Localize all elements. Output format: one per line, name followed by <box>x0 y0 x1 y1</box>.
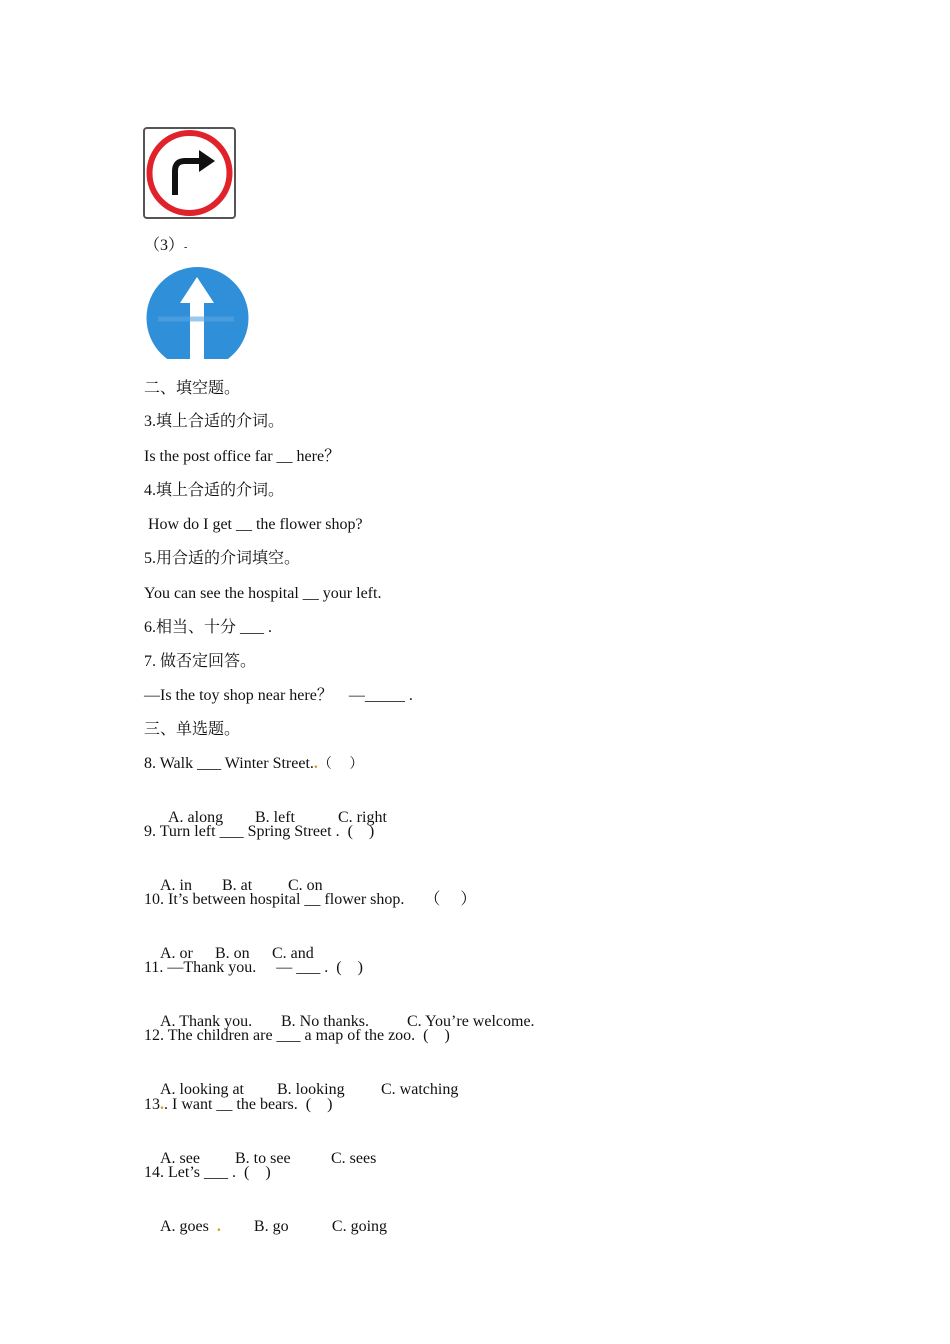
go-straight-sign-icon <box>146 267 249 359</box>
q5-prompt: 5.用合适的介词填空。 <box>144 550 301 567</box>
q8-stem <box>144 754 363 775</box>
q8-mark: . <box>313 755 318 772</box>
q8-stem-text: 8. Walk ___ Winter Street. <box>144 755 314 772</box>
q13-option-a: A. see <box>160 1150 200 1167</box>
q14-stem: 14. Let’s ___ . ( ) <box>144 1164 271 1181</box>
q7-text: —Is the toy shop near here？ —_____ . <box>144 687 413 704</box>
q9-option-c: C. on <box>288 877 323 894</box>
q11-option-c: C. You’re welcome. <box>407 1013 535 1030</box>
q11-option-b: B. No thanks. <box>281 1013 369 1030</box>
q14-options <box>144 1197 387 1257</box>
q9-stem: 9. Turn left ___ Spring Street . ( ) <box>144 823 375 840</box>
section-2-title: 二、填空题。 <box>144 380 241 397</box>
q7-prompt: 7. 做否定回答。 <box>144 653 257 670</box>
q8-option-c: C. right <box>338 809 387 826</box>
q14-option-b: B. go <box>253 1218 289 1235</box>
q13-mark: . <box>160 1096 164 1113</box>
q10-option-b: B. on <box>215 945 250 962</box>
q12-option-b: B. looking <box>277 1081 345 1098</box>
q4-prompt: 4.填上合适的介词。 <box>144 482 285 499</box>
q14-option-c: C. going <box>331 1218 388 1235</box>
q6-text: 6.相当、十分 ___ . <box>144 619 273 636</box>
q10-stem: 10. It’s between hospital __ flower shop. （ ） <box>144 891 477 908</box>
q8-option-a: A. along <box>168 809 224 826</box>
q3-prompt: 3.填上合适的介词。 <box>144 413 285 430</box>
q12-option-a: A. looking at <box>160 1081 244 1098</box>
sign-3-label <box>144 236 187 258</box>
q13-stem-text: . I want __ the bears. ( ) <box>164 1096 333 1113</box>
q10-option-a: A. or <box>160 945 193 962</box>
q9-option-a: A. in <box>160 877 192 894</box>
q11-stem: 11. —Thank you. — ___ . ( ) <box>144 959 363 976</box>
q13-option-c: C. sees <box>331 1150 377 1167</box>
q8-option-b: B. left <box>255 809 295 826</box>
q13-stem <box>144 1095 332 1115</box>
q3-text: Is the post office far __ here？ <box>144 448 341 465</box>
q14-option-a: A. goes <box>160 1218 209 1235</box>
q13-option-b: B. to see <box>235 1150 291 1167</box>
sign-3-blank: - <box>184 242 188 253</box>
q8-answer-paren: （ ） <box>317 757 364 772</box>
section-3-title: 三、单选题。 <box>144 721 241 738</box>
q12-stem: 12. The children are ___ a map of the zoo. ( ) <box>144 1027 450 1044</box>
q13-number: 13 <box>144 1096 160 1113</box>
sign-3-number: （3） <box>144 237 185 254</box>
q11-option-a: A. Thank you. <box>160 1013 253 1030</box>
q4-text: How do I get __ the flower shop? <box>144 516 363 533</box>
q9-option-b: B. at <box>222 877 253 894</box>
q14-mark: . <box>216 1218 221 1235</box>
q5-text: You can see the hospital __ your left. <box>144 585 382 602</box>
turn-right-sign-icon <box>143 127 236 219</box>
q10-option-c: C. and <box>272 945 314 962</box>
q12-option-c: C. watching <box>381 1081 459 1098</box>
